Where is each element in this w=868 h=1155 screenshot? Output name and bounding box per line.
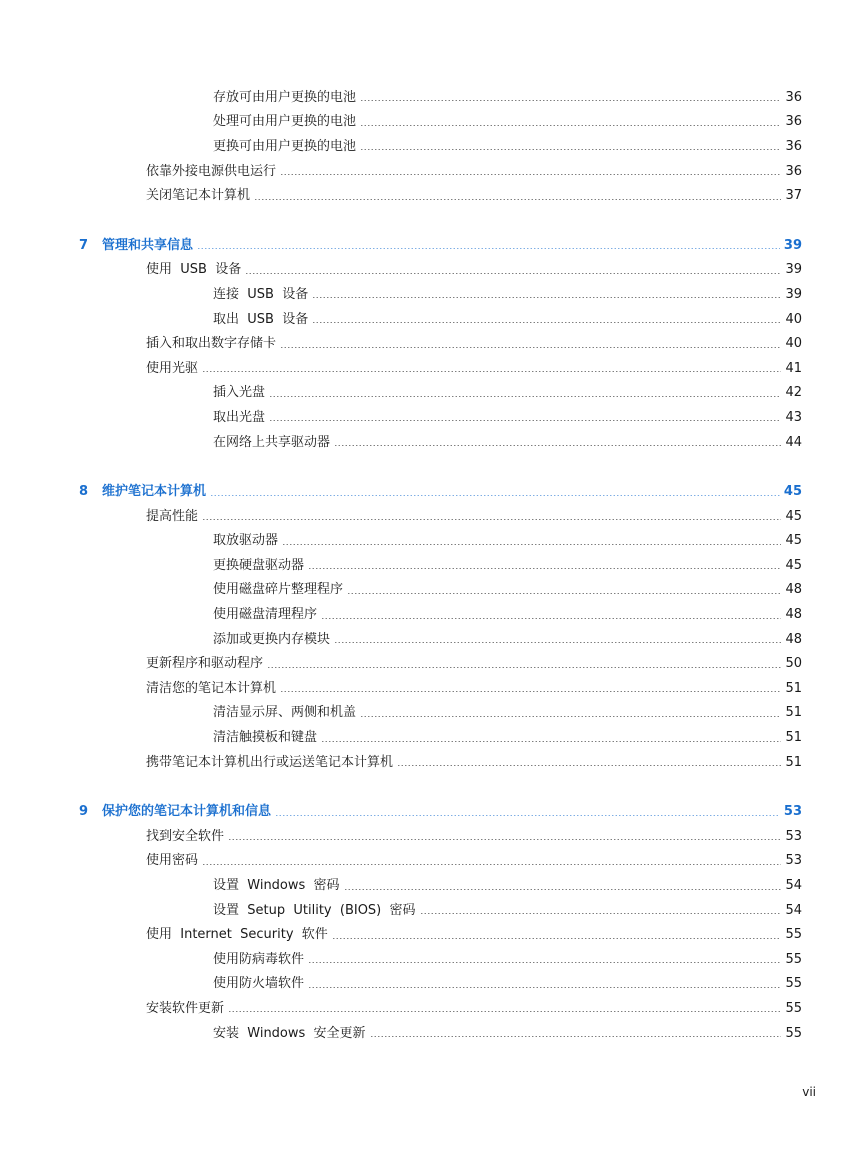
toc-entry-link[interactable] [213, 731, 802, 744]
dot-leader [312, 297, 781, 298]
toc-entry-link[interactable] [213, 1027, 802, 1040]
toc-chapter-entry[interactable] [0, 799, 868, 824]
toc-entry-title: 依靠外接电源供电运行 [146, 163, 277, 179]
toc-entry-page: 39 [785, 286, 802, 302]
dot-leader [280, 347, 781, 348]
toc-entry-title: 安装软件更新 [146, 1000, 225, 1016]
dot-leader [254, 199, 781, 200]
toc-entry-title: 插入和取出数字存储卡 [146, 336, 277, 352]
dot-leader [228, 839, 781, 840]
toc-entry-page: 36 [785, 163, 802, 179]
dot-leader [267, 667, 781, 668]
dot-leader [321, 741, 781, 742]
dot-leader [347, 593, 781, 594]
toc-section-entry[interactable] [0, 504, 868, 529]
dot-leader [344, 889, 782, 890]
dot-leader [280, 174, 781, 175]
dot-leader [308, 987, 781, 988]
toc-entry-page: 55 [785, 951, 802, 967]
toc-subsection-entry[interactable] [0, 529, 868, 554]
dot-leader [360, 125, 781, 126]
toc-entry-title: 取放驱动器 [213, 533, 279, 549]
toc-entry-link[interactable] [213, 953, 802, 966]
toc-section-entry[interactable] [0, 996, 868, 1021]
toc-chapter-entry[interactable] [0, 479, 868, 504]
toc-subsection-entry[interactable] [0, 110, 868, 135]
toc-entry-page: 48 [785, 582, 802, 598]
toc-entry-title: 使用密码 [146, 853, 199, 869]
toc-entry-title: 关闭笔记本计算机 [146, 188, 251, 204]
toc-entry-link[interactable] [213, 583, 802, 596]
toc-entry-page: 55 [785, 1025, 802, 1041]
toc-subsection-entry[interactable] [0, 701, 868, 726]
toc-entry-link[interactable] [146, 928, 802, 941]
toc-entry-page: 36 [785, 114, 802, 130]
dot-leader [308, 568, 781, 569]
toc-entry-link[interactable] [213, 436, 802, 449]
toc-entry-page: 55 [785, 927, 802, 943]
toc-entry-title: 连接 USB 设备 [213, 286, 309, 302]
chapter-number: 9 [79, 804, 89, 820]
toc-entry-page: 44 [785, 434, 802, 450]
toc-subsection-entry[interactable] [0, 381, 868, 406]
toc-entry-title: 使用防病毒软件 [213, 951, 305, 967]
toc-entry-title: 清洁触摸板和键盘 [213, 730, 318, 746]
dot-leader [202, 519, 781, 520]
toc-subsection-entry[interactable] [0, 405, 868, 430]
toc-entry-title: 插入光盘 [213, 385, 266, 401]
toc-entry-link[interactable] [102, 239, 802, 252]
toc-entry-link[interactable] [102, 805, 802, 818]
toc-entry-link[interactable] [146, 756, 802, 769]
toc-subsection-entry[interactable] [0, 627, 868, 652]
dot-leader [321, 618, 781, 619]
dot-leader [202, 371, 781, 372]
chapter-number: 8 [79, 484, 89, 500]
toc-subsection-entry[interactable] [0, 282, 868, 307]
toc-entry-page: 55 [785, 976, 802, 992]
toc-entry-title: 使用防火墙软件 [213, 976, 305, 992]
toc-entry-title: 使用 Internet Security 软件 [146, 927, 328, 943]
dot-leader [334, 445, 781, 446]
toc-entry-page: 39 [785, 262, 802, 278]
toc-entry-title: 管理和共享信息 [102, 237, 194, 253]
toc-entry-page: 48 [785, 607, 802, 623]
toc-entry-page: 54 [785, 878, 802, 894]
dot-leader [245, 273, 781, 274]
toc-entry-link[interactable] [146, 189, 802, 202]
toc-entry-title: 更换可由用户更换的电池 [213, 138, 357, 154]
toc-entry-link[interactable] [146, 854, 802, 867]
dot-leader [360, 149, 781, 150]
toc-entry-title: 找到安全软件 [146, 828, 225, 844]
toc-entry-link[interactable] [213, 140, 802, 153]
toc-entry-title: 在网络上共享驱动器 [213, 434, 331, 450]
toc-entry-link[interactable] [213, 91, 802, 104]
toc-section-entry[interactable] [0, 651, 868, 676]
toc-entry-title: 使用磁盘清理程序 [213, 607, 318, 623]
toc-entry-title: 提高性能 [146, 508, 199, 524]
toc-entry-link[interactable] [213, 559, 802, 572]
toc-entry-page: 39 [783, 237, 802, 253]
chapter-spacer [0, 208, 868, 233]
dot-leader [397, 765, 781, 766]
toc-entry-link[interactable] [146, 165, 802, 178]
toc-section-entry[interactable] [0, 258, 868, 283]
chapter-spacer [0, 774, 868, 799]
toc-entry-page: 54 [785, 902, 802, 918]
toc-entry-link[interactable] [213, 706, 802, 719]
toc-chapter-entry[interactable] [0, 233, 868, 258]
toc-entry-title: 更新程序和驱动程序 [146, 656, 264, 672]
toc-entry-page: 53 [783, 804, 802, 820]
dot-leader [228, 1011, 781, 1012]
toc-entry-page: 51 [785, 680, 802, 696]
dot-leader [308, 962, 781, 963]
dot-leader [334, 642, 781, 643]
toc-entry-page: 48 [785, 631, 802, 647]
toc-entry-page: 40 [785, 336, 802, 352]
toc-entry-title: 设置 Setup Utility (BIOS) 密码 [213, 902, 416, 918]
toc-entry-link[interactable] [213, 386, 802, 399]
toc-entry-page: 45 [785, 557, 802, 573]
toc-entry-link[interactable] [102, 485, 802, 498]
toc-entry-page: 55 [785, 1000, 802, 1016]
toc-subsection-entry[interactable] [0, 85, 868, 110]
toc-entry-title: 更换硬盘驱动器 [213, 557, 305, 573]
toc-entry-page: 41 [785, 360, 802, 376]
toc-entry-link[interactable] [213, 879, 802, 892]
toc-section-entry[interactable] [0, 849, 868, 874]
toc-entry-title: 使用光驱 [146, 360, 199, 376]
toc-section-entry[interactable] [0, 356, 868, 381]
dot-leader [269, 396, 781, 397]
dot-leader [202, 864, 781, 865]
toc-subsection-entry[interactable] [0, 873, 868, 898]
toc-subsection-entry[interactable] [0, 578, 868, 603]
dot-leader [210, 495, 780, 496]
toc-entry-page: 51 [785, 754, 802, 770]
toc-entry-page: 36 [785, 138, 802, 154]
toc-entry-title: 设置 Windows 密码 [213, 878, 340, 894]
toc-entry-title: 维护笔记本计算机 [102, 484, 207, 500]
toc-subsection-entry[interactable] [0, 1021, 868, 1046]
toc-entry-title: 处理可由用户更换的电池 [213, 114, 357, 130]
toc-entry-link[interactable] [213, 977, 802, 990]
dot-leader [197, 248, 780, 249]
toc-section-entry[interactable] [0, 750, 868, 775]
toc-entry-title: 使用磁盘碎片整理程序 [213, 582, 344, 598]
toc-entry-link[interactable] [146, 830, 802, 843]
toc-entry-title: 添加或更换内存模块 [213, 631, 331, 647]
toc-entry-page: 45 [785, 508, 802, 524]
dot-leader [332, 938, 782, 939]
toc-entry-title: 携带笔记本计算机出行或运送笔记本计算机 [146, 754, 394, 770]
toc-entry-title: 清洁您的笔记本计算机 [146, 680, 277, 696]
chapter-number: 7 [79, 237, 89, 253]
toc-entry-link[interactable] [213, 608, 802, 621]
toc-entry-link[interactable] [146, 362, 802, 375]
toc-entry-page: 51 [785, 705, 802, 721]
toc-entry-link[interactable] [213, 313, 802, 326]
toc-subsection-entry[interactable] [0, 430, 868, 455]
toc-entry-page: 51 [785, 730, 802, 746]
toc-entry-page: 53 [785, 828, 802, 844]
dot-leader [275, 815, 780, 816]
toc-entry-link[interactable] [213, 115, 802, 128]
toc-subsection-entry[interactable] [0, 947, 868, 972]
toc-entry-link[interactable] [213, 288, 802, 301]
toc-entry-title: 清洁显示屏、两侧和机盖 [213, 705, 357, 721]
dot-leader [420, 913, 782, 914]
toc-entry-page: 37 [785, 188, 802, 204]
toc-entry-page: 40 [785, 311, 802, 327]
dot-leader [360, 100, 781, 101]
toc-entry-page: 43 [785, 409, 802, 425]
toc-entry-link[interactable] [213, 534, 802, 547]
toc-entry-page: 42 [785, 385, 802, 401]
toc-subsection-entry[interactable] [0, 307, 868, 332]
chapter-spacer [0, 454, 868, 479]
table-of-contents [0, 85, 868, 1045]
toc-subsection-entry[interactable] [0, 134, 868, 159]
toc-section-entry[interactable] [0, 824, 868, 849]
toc-entry-title: 安装 Windows 安全更新 [213, 1025, 366, 1041]
toc-entry-title: 取出光盘 [213, 409, 266, 425]
toc-entry-link[interactable] [213, 633, 802, 646]
toc-entry-link[interactable] [146, 1002, 802, 1015]
toc-entry-link[interactable] [146, 263, 802, 276]
dot-leader [360, 716, 781, 717]
toc-entry-title: 存放可由用户更换的电池 [213, 89, 357, 105]
dot-leader [269, 420, 781, 421]
toc-entry-link[interactable] [146, 510, 802, 523]
toc-subsection-entry[interactable] [0, 972, 868, 997]
page-number: vii [802, 1085, 816, 1099]
dot-leader [370, 1036, 782, 1037]
toc-section-entry[interactable] [0, 183, 868, 208]
toc-entry-page: 45 [783, 484, 802, 500]
toc-subsection-entry[interactable] [0, 553, 868, 578]
toc-section-entry[interactable] [0, 331, 868, 356]
dot-leader [312, 322, 781, 323]
toc-subsection-entry[interactable] [0, 725, 868, 750]
toc-entry-link[interactable] [213, 411, 802, 424]
toc-entry-page: 45 [785, 533, 802, 549]
toc-entry-link[interactable] [146, 337, 802, 350]
toc-entry-page: 53 [785, 853, 802, 869]
toc-entry-title: 保护您的笔记本计算机和信息 [102, 804, 272, 820]
toc-subsection-entry[interactable] [0, 898, 868, 923]
toc-subsection-entry[interactable] [0, 602, 868, 627]
toc-entry-page: 50 [785, 656, 802, 672]
dot-leader [280, 691, 781, 692]
toc-entry-title: 使用 USB 设备 [146, 262, 242, 278]
dot-leader [282, 544, 781, 545]
toc-entry-title: 取出 USB 设备 [213, 311, 309, 327]
toc-entry-link[interactable] [213, 904, 802, 917]
toc-entry-link[interactable] [146, 682, 802, 695]
toc-section-entry[interactable] [0, 676, 868, 701]
toc-section-entry[interactable] [0, 922, 868, 947]
toc-entry-page: 36 [785, 89, 802, 105]
toc-entry-link[interactable] [146, 657, 802, 670]
toc-section-entry[interactable] [0, 159, 868, 184]
